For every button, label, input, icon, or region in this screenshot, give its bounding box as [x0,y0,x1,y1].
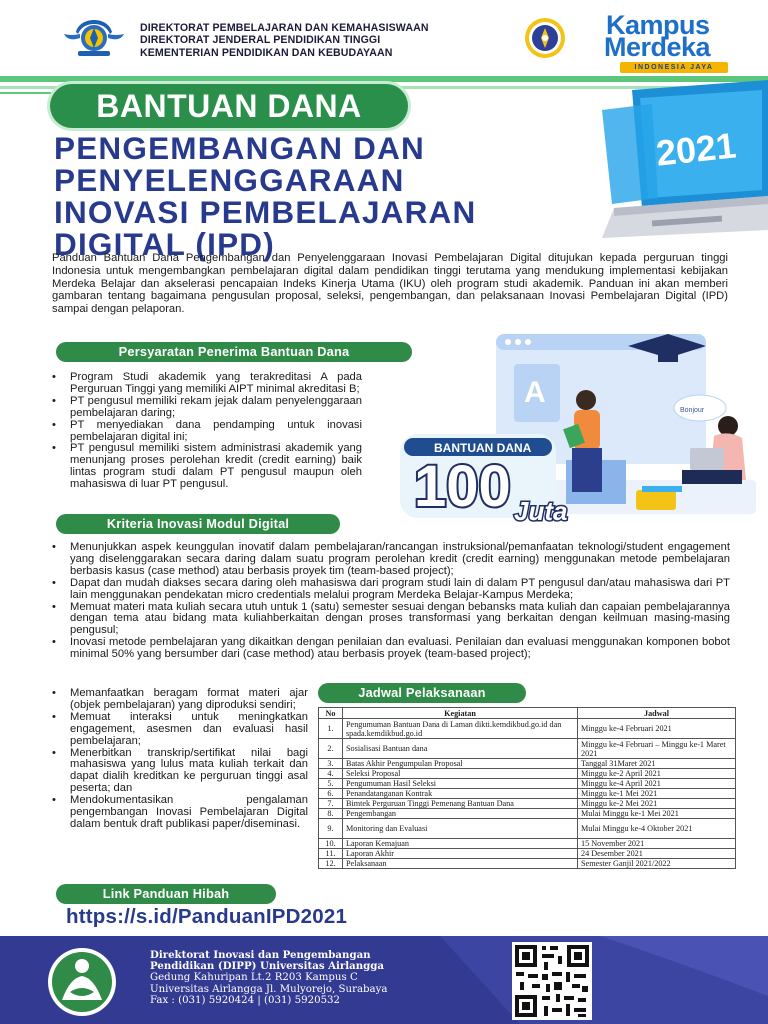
table-row: 1. Pengumuman Bantuan Dana di Laman dikti.kemdikbud.go.id dan spada.kemdikbud.go.id Minggu ke-4 Februari 2021 [319,719,736,739]
footer-address: Direktorat Inovasi dan Pengembangan Pendidikan (DIPP) Universitas Airlangga Gedung Kahuripan Lt.2 R203 Kampus C Universitas Airlangga Jl. Mulyorejo, Surabaya Fax : (031) 5920424 | (031) 5920532 [150,949,388,1006]
persyaratan-heading: Persyaratan Penerima Bantuan Dana [56,342,412,362]
badge-unit: Juta [514,496,568,526]
list-item: • Mendokumentasikan pengalaman pengembangan Inovasi Pembelajaran Digital dalam bentuk draft publikasi paper/diseminasi. [52,795,308,831]
table-row: 11. Laporan Akhir 24 Desember 2021 [319,849,736,859]
year-text: 2021 [654,124,738,174]
list-item: • Menerbitkan transkrip/sertifikat nilai bagi mahasiswa yang lulus mata kuliah terkait dan dapat dialih kreditkan ke perguruan tinggi asal peserta; dan [52,748,308,796]
bantuan-dana-pill: BANTUAN DANA [50,84,408,128]
list-item: • PT pengusul memiliki rekam jejak dalam penyelenggaraan pembelajaran daring; [52,396,362,420]
header [0,0,768,78]
table-header-row [319,708,736,719]
list-item: • Memuat materi mata kuliah secara utuh untuk 1 (satu) semester sesuai dengan bebansks mata kuliah dan capaian pembelajarannya dengan tema atau bidang mata kuliahberkaitan dengan proses transformasi yang berkaitan dengan keilmuan masing-masing pengusul; [52,602,730,638]
badge-label: BANTUAN DANA [434,441,532,455]
kriteria-list-narrow [52,688,308,831]
tut-wuri-handayani-logo [58,14,130,58]
persyaratan-list [52,372,362,491]
kriteria-heading: Kriteria Inovasi Modul Digital [56,514,340,534]
schedule-table [318,707,736,869]
table-row: 8. Pengembangan Mulai Minggu ke-1 Mei 2021 [319,809,736,819]
list-item: • Inovasi metode pembelajaran yang dikaitkan dengan penilaian dan evaluasi. Penilaian dan evaluasi menggunakan komponen bobot minimal 50% yang bersumber dari (case method) atau berbasis proyek (team-based project); [52,637,730,661]
guide-link[interactable]: https://s.id/PanduanIPD2021 [66,905,348,928]
institution-name: DIREKTORAT PEMBELAJARAN DAN KEMAHASISWAAN DIREKTORAT JENDERAL PENDIDIKAN TINGGI KEMENTERIAN PENDIDIKAN DAN KEBUDAYAAN [140,22,429,59]
table-row: 6. Penandatanganan Kontrak Minggu ke-1 Mei 2021 [319,789,736,799]
column-header: Jadwal [578,708,736,719]
badge-100-juta [400,434,567,526]
kampus-merdeka-logo: Kampus Merdeka INDONESIA JAYA [598,10,738,68]
list-item: • Program Studi akademik yang terakreditasi A pada Perguruan Tinggi yang memiliki AIPT minimal akreditasi B; [52,372,362,396]
table-row: 5. Pengumuman Hasil Seleksi Minggu ke-4 April 2021 [319,779,736,789]
laptop-2021-illustration [592,80,768,240]
list-item: • PT menyediakan dana pendamping untuk inovasi pembelajaran digital ini; [52,420,362,444]
list-item: • Memanfaatkan beragam format materi ajar (objek pembelajaran) yang diproduksi sendiri; [52,688,308,712]
list-item: • PT pengusul memiliki sistem administrasi akademik yang menunjang proses perolehan kredit (credit earning) baik lintas program studi dalam PT pengusul maupun oleh mahasiswa di luar PT pengusul. [52,443,362,491]
main-title: PENGEMBANGAN DAN PENYELENGGARAAN INOVASI PEMBELAJARAN DIGITAL (IPD) [54,130,477,262]
table-row: 2. Sosialisasi Bantuan dana Minggu ke-4 Februari – Minggu ke-1 Maret 2021 [319,739,736,759]
link-heading: Link Panduan Hibah [56,884,276,904]
table-row: 4. Seleksi Proposal Minggu ke-2 April 2021 [319,769,736,779]
table-row: 7. Bimtek Perguruan Tinggi Pemenang Bantuan Dana Minggu ke-2 Mei 2021 [319,799,736,809]
list-item: • Dapat dan mudah diakses secara daring oleh mahasiswa dari program studi lain di dalam PT pengusul dan/atau mahasiswa dari PT lain menggunakan pendekatan micro credentials melalui program Merdeka Belajar-Kampus Merdeka; [52,578,730,602]
column-header: Kegiatan [343,708,578,719]
table-row: 12. Pelaksanaan Semester Ganjil 2021/2022 [319,859,736,869]
column-header: No [319,708,343,719]
footer [0,936,768,1024]
university-seal-icon [524,17,566,59]
kriteria-list-wide [52,542,730,661]
list-item: • Memuat interaksi untuk meningkatkan engagement, asesmen dan evaluasi hasil pembelajaran; [52,712,308,748]
qr-code-icon[interactable] [512,942,592,1020]
table-row: 3. Batas Akhir Pengumpulan Proposal Tanggal 31Maret 2021 [319,759,736,769]
students-illustration [396,330,768,526]
table-row: 10. Laporan Kemajuan 15 November 2021 [319,839,736,849]
letter-a-text: A [524,376,546,409]
list-item: • Menunjukkan aspek keunggulan inovatif dalam pembelajaran/rancangan instruksional/pemanfaatan teknologi/student engagement yang diselenggarakan secara daring dalam suatu program perolehan kredit (credit earning) menggunakan metode pembelajaran berbasis kasus (case method) atau berbasis proyek tim (team-based project); [52,542,730,578]
unair-dipp-logo [40,944,124,1020]
bonjour-bubble: Bonjour [680,407,705,414]
jadwal-heading: Jadwal Pelaksanaan [318,683,526,703]
table-row: 9. Monitoring dan Evaluasi Mulai Minggu ke-4 Oktober 2021 [319,819,736,839]
badge-amount: 100 [414,454,511,519]
intro-paragraph: Panduan Bantuan Dana Pengembangan dan Penyelenggaraan Inovasi Pembelajaran Digital ditujukan kepada perguruan tinggi Indonesia untuk mengembangkan pembelajaran digital dalam pendidikan tinggi terutama yang mendukung implementasi kebijakan Merdeka Belajar dan akselerasi pencapaian Indeks Kinerja Utama (IKU) oleh program studi akademik. Panduan ini akan memberi gambaran tentang bagaimana pengusulan proposal, seleksi, pengembangan, dan pelaksanaan Inovasi Pembelajaran Digital (IPD) sampai dengan pelaporan. [52,252,728,316]
